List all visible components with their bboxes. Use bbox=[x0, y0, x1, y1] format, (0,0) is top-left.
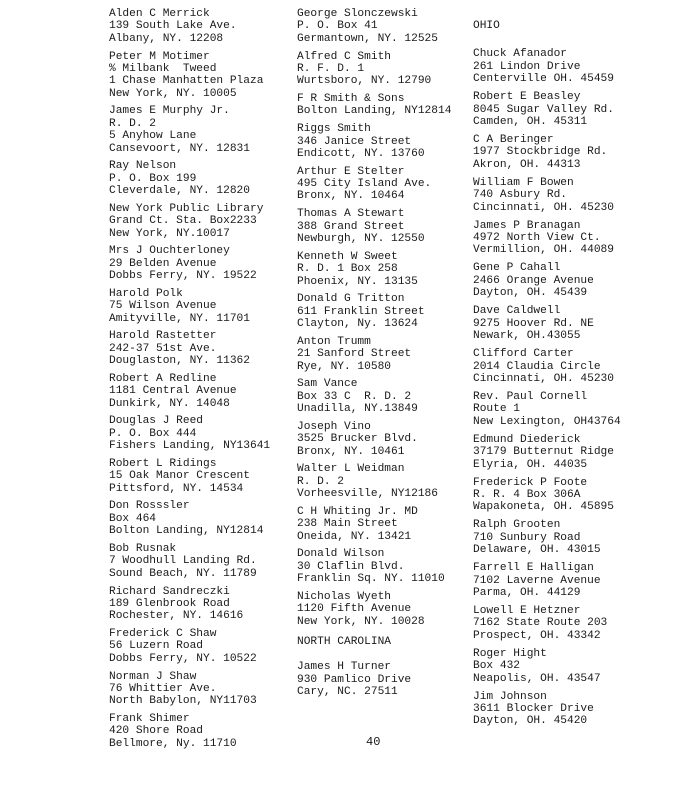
entry-name: Kenneth W Sweet bbox=[297, 250, 398, 263]
entry-name: Frederick P Foote bbox=[473, 476, 588, 489]
entry-address-line: 8045 Sugar Valley Rd. bbox=[473, 103, 614, 116]
entry-name: Roger Hight bbox=[473, 647, 547, 660]
entry-address-line: 242-37 51st Ave. bbox=[109, 342, 217, 355]
entry-name: Edmund Diederick bbox=[473, 433, 581, 446]
entry-address-line: Cary, NC. 27511 bbox=[297, 686, 398, 699]
address-entry bbox=[473, 220, 688, 257]
entry-address-line: Vermillion, OH. 44089 bbox=[473, 244, 614, 257]
entry-address-line: Cincinnati, OH. 45230 bbox=[473, 201, 614, 214]
address-entry bbox=[473, 134, 688, 171]
entry-name: New York Public Library bbox=[109, 202, 264, 215]
address-entry bbox=[109, 543, 294, 580]
entry-address-line: 75 Wilson Avenue bbox=[109, 300, 217, 313]
entry-address-line: Vorheesville, NY12186 bbox=[297, 488, 438, 501]
entry-name: Frederick C Shaw bbox=[109, 628, 217, 641]
entry-address-line: 611 Franklin Street bbox=[297, 305, 425, 318]
address-entry bbox=[109, 8, 294, 45]
address-entry bbox=[473, 348, 688, 385]
entry-address-line: 7 Woodhull Landing Rd. bbox=[109, 555, 257, 568]
page-number: 40 bbox=[366, 735, 381, 749]
entry-address-line: Douglaston, NY. 11362 bbox=[109, 355, 250, 368]
entry-address-line: New York, NY. 10005 bbox=[109, 87, 237, 100]
entry-address-line: 29 Belden Avenue bbox=[109, 257, 217, 270]
entry-address-line: Prospect, OH. 43342 bbox=[473, 629, 601, 642]
address-entry bbox=[473, 477, 688, 514]
entry-name: Arthur E Stelter bbox=[297, 165, 405, 178]
address-entry bbox=[297, 591, 477, 628]
entry-name: Robert E Beasley bbox=[473, 91, 581, 104]
entry-address-line: 261 Lindon Drive bbox=[473, 60, 581, 73]
entry-address-line: Unadilla, NY.13849 bbox=[297, 403, 418, 416]
entry-address-line: Bronx, NY. 10461 bbox=[297, 445, 405, 458]
entry-address-line: 346 Janice Street bbox=[297, 135, 412, 148]
entry-address-line: 4972 North View Ct. bbox=[473, 232, 601, 245]
entry-address-line: Elyria, OH. 44035 bbox=[473, 458, 588, 471]
entry-address-line: R. D. 2 bbox=[109, 117, 156, 130]
entry-address-line: Cincinnati, OH. 45230 bbox=[473, 372, 614, 385]
entry-name: Norman J Shaw bbox=[109, 670, 197, 683]
entry-name: Ray Nelson bbox=[109, 160, 177, 173]
entry-address-line: R. R. 4 Box 306A bbox=[473, 488, 581, 501]
address-entry bbox=[109, 51, 294, 101]
address-entry bbox=[297, 661, 477, 698]
entry-address-line: 3525 Brucker Blvd. bbox=[297, 433, 418, 446]
state-heading: NORTH CAROLINA bbox=[297, 636, 391, 649]
address-entry bbox=[473, 562, 688, 599]
entry-name: James E Murphy Jr. bbox=[109, 105, 230, 118]
address-entry bbox=[297, 51, 477, 88]
address-entry bbox=[109, 330, 294, 367]
entry-address-line: Cansevoort, NY. 12831 bbox=[109, 142, 250, 155]
entry-name: William F Bowen bbox=[473, 176, 574, 189]
entry-address-line: Grand Ct. Sta. Box2233 bbox=[109, 215, 257, 228]
address-entry bbox=[473, 391, 688, 428]
entry-address-line: Box 33 C R. D. 2 bbox=[297, 390, 412, 403]
entry-address-line: Rye, NY. 10580 bbox=[297, 360, 391, 373]
entry-address-line: 21 Sanford Street bbox=[297, 348, 412, 361]
entry-address-line: R. F. D. 1 bbox=[297, 62, 365, 75]
entry-name: Clifford Carter bbox=[473, 348, 574, 361]
entry-address-line: 37179 Butternut Ridge bbox=[473, 446, 614, 459]
address-entry bbox=[473, 48, 688, 85]
entry-address-line: New York, NY. 10028 bbox=[297, 615, 425, 628]
entry-address-line: Box 464 bbox=[109, 512, 156, 525]
entry-address-line: Rochester, NY. 14616 bbox=[109, 610, 244, 623]
address-entry bbox=[109, 713, 294, 750]
entry-address-line: Oneida, NY. 13421 bbox=[297, 530, 412, 543]
entry-name: Bob Rusnak bbox=[109, 543, 177, 555]
entry-name: Donald Wilson bbox=[297, 548, 385, 561]
address-entry bbox=[473, 177, 688, 214]
entry-name: Nicholas Wyeth bbox=[297, 590, 391, 603]
entry-address-line: Franklin Sq. NY. 11010 bbox=[297, 573, 445, 586]
entry-address-line: Germantown, NY. 12525 bbox=[297, 32, 438, 45]
entry-address-line: 710 Sunbury Road bbox=[473, 531, 581, 544]
entry-address-line: Newburgh, NY. 12550 bbox=[297, 232, 425, 245]
entry-address-line: 1120 Fifth Avenue bbox=[297, 603, 412, 616]
address-entry bbox=[473, 519, 688, 556]
entry-name: James P Branagan bbox=[473, 219, 581, 232]
address-entry bbox=[473, 91, 688, 128]
entry-name: Gene P Cahall bbox=[473, 262, 561, 275]
address-entry bbox=[297, 378, 477, 415]
address-entry bbox=[473, 434, 688, 471]
entry-address-line: P. O. Box 444 bbox=[109, 427, 197, 440]
entry-address-line: Neapolis, OH. 43547 bbox=[473, 672, 601, 685]
address-entry bbox=[297, 336, 477, 373]
entry-name: Mrs J Ouchterloney bbox=[109, 245, 230, 258]
entry-address-line: 1977 Stockbridge Rd. bbox=[473, 146, 608, 159]
address-entry bbox=[297, 506, 477, 543]
address-entry bbox=[297, 548, 477, 585]
entry-address-line: Bolton Landing, NY12814 bbox=[109, 525, 264, 538]
entry-address-line: 1 Chase Manhatten Plaza bbox=[109, 75, 264, 88]
entry-name: C H Whiting Jr. MD bbox=[297, 505, 418, 518]
entry-address-line: Fishers Landing, NY13641 bbox=[109, 440, 271, 453]
entry-name: Robert L Ridings bbox=[109, 457, 217, 470]
entry-address-line: 740 Asbury Rd. bbox=[473, 189, 567, 202]
entry-address-line: 9275 Hoover Rd. NE bbox=[473, 317, 594, 330]
entry-address-line: Centerville OH. 45459 bbox=[473, 73, 614, 86]
entry-address-line: Wapakoneta, OH. 45895 bbox=[473, 501, 614, 514]
entry-address-line: 3611 Blocker Drive bbox=[473, 703, 594, 715]
entry-address-line: P. O. Box 199 bbox=[109, 172, 197, 185]
entry-address-line: New Lexington, OH43764 bbox=[473, 415, 621, 428]
address-entry bbox=[297, 293, 477, 330]
entry-address-line: Cleverdale, NY. 12820 bbox=[109, 185, 250, 198]
entry-name: Rev. Paul Cornell bbox=[473, 390, 588, 403]
entry-address-line: Pittsford, NY. 14534 bbox=[109, 482, 244, 495]
address-entry bbox=[109, 373, 294, 410]
entry-name: C A Beringer bbox=[473, 134, 554, 147]
entry-address-line: Dobbs Ferry, NY. 19522 bbox=[109, 270, 257, 283]
address-entry bbox=[473, 691, 688, 728]
entry-name: Peter M Motimer bbox=[109, 50, 210, 63]
address-entry bbox=[109, 458, 294, 495]
entry-name: Alden C Merrick bbox=[109, 8, 210, 20]
state-heading: OHIO bbox=[473, 20, 500, 32]
entry-name: Jim Johnson bbox=[473, 690, 547, 703]
entry-address-line: Sound Beach, NY. 11789 bbox=[109, 567, 257, 580]
address-entry bbox=[109, 628, 294, 665]
entry-address-line: 238 Main Street bbox=[297, 518, 398, 531]
entry-address-line: Dayton, OH. 45439 bbox=[473, 287, 588, 300]
entry-address-line: Delaware, OH. 43015 bbox=[473, 544, 601, 557]
entry-address-line: 420 Shore Road bbox=[109, 725, 203, 738]
entry-address-line: 5 Anyhow Lane bbox=[109, 130, 197, 143]
entry-address-line: R. D. 1 Box 258 bbox=[297, 263, 398, 276]
entry-address-line: Camden, OH. 45311 bbox=[473, 116, 588, 129]
address-column-3 bbox=[473, 8, 688, 733]
entry-address-line: % Milbank Tweed bbox=[109, 62, 217, 75]
entry-name: Don Rosssler bbox=[109, 500, 190, 513]
address-entry bbox=[109, 586, 294, 623]
entry-address-line: 139 South Lake Ave. bbox=[109, 20, 237, 33]
entry-address-line: Dobbs Ferry, NY. 10522 bbox=[109, 652, 257, 665]
address-entry bbox=[109, 245, 294, 282]
entry-name: Harold Rastetter bbox=[109, 330, 217, 343]
entry-name: Harold Polk bbox=[109, 287, 183, 300]
entry-name: Donald G Tritton bbox=[297, 293, 405, 306]
entry-name: Riggs Smith bbox=[297, 123, 371, 136]
entry-address-line: Bellmore, Ny. 11710 bbox=[109, 737, 237, 750]
entry-address-line: 388 Grand Street bbox=[297, 220, 405, 233]
entry-address-line: 7162 State Route 203 bbox=[473, 617, 608, 630]
entry-name: Frank Shimer bbox=[109, 713, 190, 726]
entry-address-line: Bronx, NY. 10464 bbox=[297, 190, 405, 203]
entry-address-line: 56 Luzern Road bbox=[109, 640, 203, 653]
entry-name: Douglas J Reed bbox=[109, 415, 203, 428]
address-entry bbox=[109, 105, 294, 155]
entry-name: Joseph Vino bbox=[297, 420, 371, 433]
entry-address-line: Endicott, NY. 13760 bbox=[297, 147, 425, 160]
entry-address-line: 1181 Central Avenue bbox=[109, 385, 237, 398]
address-entry bbox=[297, 93, 477, 118]
entry-address-line: Box 432 bbox=[473, 660, 520, 673]
address-entry bbox=[109, 500, 294, 537]
entry-name: Anton Trumm bbox=[297, 335, 371, 348]
entry-address-line: 7102 Laverne Avenue bbox=[473, 574, 601, 587]
address-entry bbox=[473, 605, 688, 642]
entry-name: Dave Caldwell bbox=[473, 305, 561, 318]
address-entry bbox=[297, 463, 477, 500]
entry-name: Robert A Redline bbox=[109, 372, 217, 385]
entry-name: Ralph Grooten bbox=[473, 519, 561, 532]
address-entry bbox=[109, 671, 294, 708]
address-entry bbox=[109, 288, 294, 325]
address-column-1 bbox=[109, 8, 294, 756]
entry-name: James H Turner bbox=[297, 661, 391, 674]
address-entry bbox=[297, 166, 477, 203]
entry-address-line: New York, NY.10017 bbox=[109, 227, 230, 240]
entry-address-line: 76 Whittier Ave. bbox=[109, 682, 217, 695]
entry-address-line: 30 Claflin Blvd. bbox=[297, 560, 405, 573]
address-entry bbox=[297, 208, 477, 245]
address-entry bbox=[297, 251, 477, 288]
address-entry bbox=[109, 203, 294, 240]
entry-name: Chuck Afanador bbox=[473, 48, 567, 61]
entry-address-line: P. O. Box 41 bbox=[297, 20, 378, 33]
entry-address-line: 2014 Claudia Circle bbox=[473, 360, 601, 373]
entry-address-line: Dunkirk, NY. 14048 bbox=[109, 397, 230, 410]
entry-name: Sam Vance bbox=[297, 378, 358, 391]
entry-address-line: R. D. 2 bbox=[297, 475, 344, 488]
entry-address-line: Route 1 bbox=[473, 403, 520, 416]
entry-name: Richard Sandreczki bbox=[109, 585, 230, 598]
entry-address-line: 2466 Orange Avenue bbox=[473, 274, 594, 287]
entry-name: F R Smith & Sons bbox=[297, 93, 405, 106]
entry-name: Walter L Weidman bbox=[297, 463, 405, 476]
entry-address-line: Parma, OH. 44129 bbox=[473, 586, 581, 599]
entry-address-line: Albany, NY. 12208 bbox=[109, 32, 224, 45]
address-entry bbox=[297, 8, 477, 45]
entry-address-line: Newark, OH.43055 bbox=[473, 330, 581, 343]
entry-address-line: North Babylon, NY11703 bbox=[109, 695, 257, 708]
entry-address-line: Dayton, OH. 45420 bbox=[473, 715, 588, 728]
address-entry bbox=[473, 648, 688, 685]
entry-name: Thomas A Stewart bbox=[297, 208, 405, 221]
entry-address-line: Wurtsboro, NY. 12790 bbox=[297, 75, 432, 88]
address-entry bbox=[473, 262, 688, 299]
address-entry bbox=[473, 305, 688, 342]
entry-name: George Slonczewski bbox=[297, 8, 418, 20]
address-entry bbox=[297, 421, 477, 458]
entry-address-line: Akron, OH. 44313 bbox=[473, 158, 581, 171]
entry-address-line: 495 City Island Ave. bbox=[297, 178, 432, 191]
address-column-2 bbox=[297, 8, 477, 704]
entry-address-line: Clayton, Ny. 13624 bbox=[297, 318, 418, 331]
entry-address-line: Bolton Landing, NY12814 bbox=[297, 105, 452, 118]
entry-address-line: 930 Pamlico Drive bbox=[297, 673, 412, 686]
address-entry bbox=[109, 160, 294, 197]
entry-address-line: 189 Glenbrook Road bbox=[109, 597, 230, 610]
entry-name: Farrell E Halligan bbox=[473, 562, 594, 575]
entry-name: Lowell E Hetzner bbox=[473, 604, 581, 617]
address-entry bbox=[297, 123, 477, 160]
entry-address-line: Amityville, NY. 11701 bbox=[109, 312, 250, 325]
address-entry bbox=[109, 415, 294, 452]
entry-address-line: Phoenix, NY. 13135 bbox=[297, 275, 418, 288]
entry-address-line: 15 Oak Manor Crescent bbox=[109, 470, 250, 483]
entry-name: Alfred C Smith bbox=[297, 50, 391, 63]
